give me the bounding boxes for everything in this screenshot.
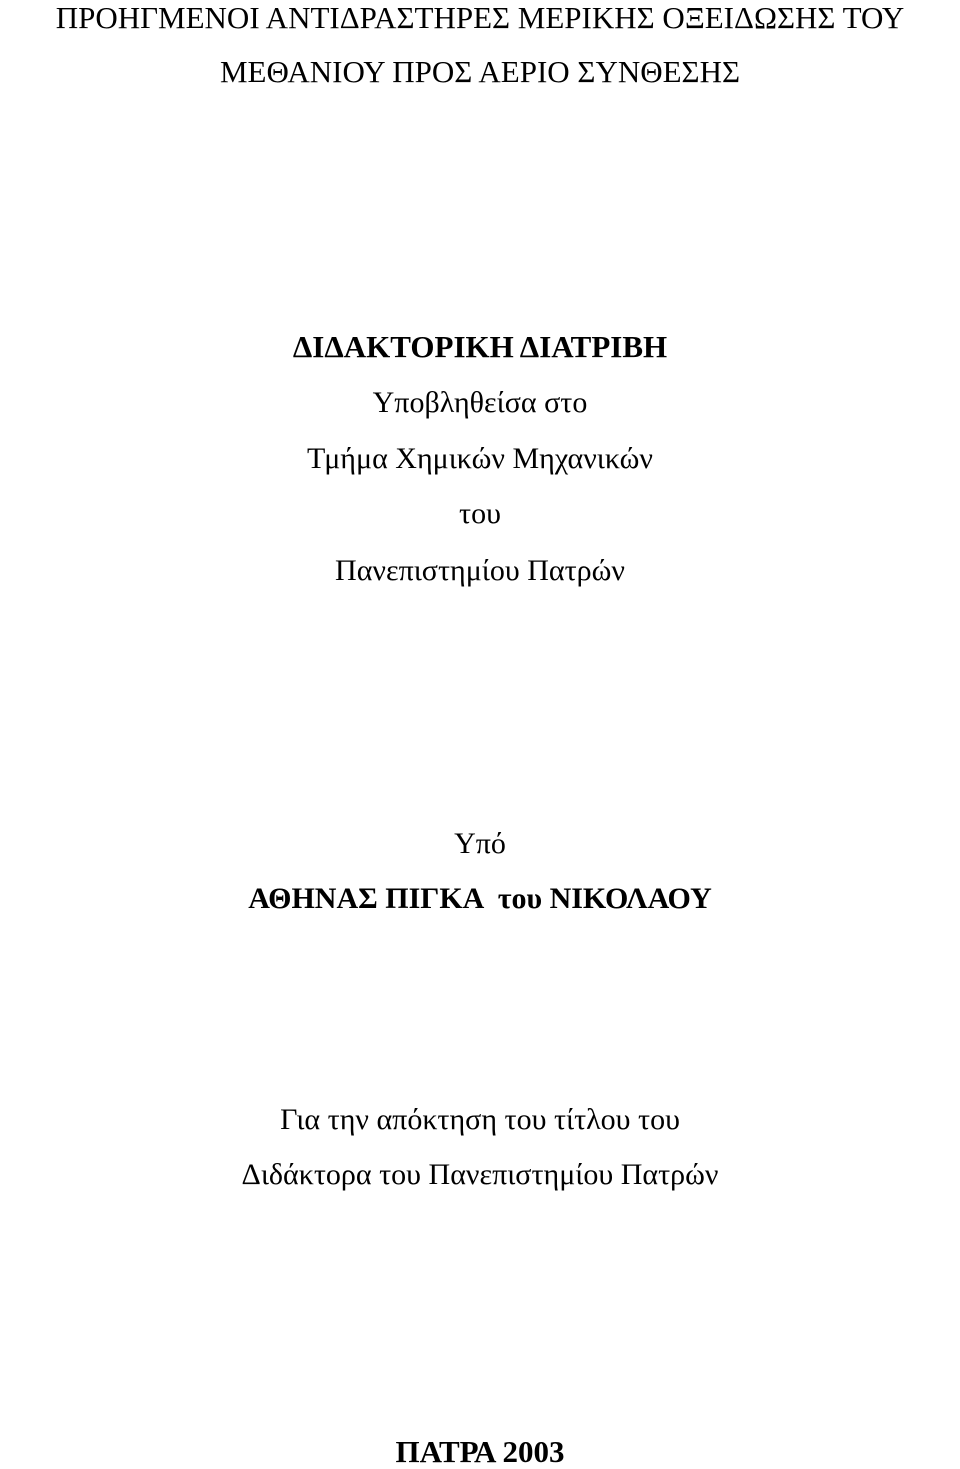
university: Πανεπιστημίου Πατρών <box>335 554 625 587</box>
of-connector: του <box>459 497 501 530</box>
by-label: Υπό <box>454 827 506 860</box>
department: Τμήμα Χημικών Μηχανικών <box>307 442 653 475</box>
thesis-type: ΔΙΔΑΚΤΟΡΙΚΗ ΔΙΑΤΡΙΒΗ <box>292 329 668 364</box>
place-year: ΠΑΤΡΑ 2003 <box>395 1434 565 1469</box>
thesis-title-line-1: ΠΡΟΗΓΜΕΝΟΙ ΑΝΤΙΔΡΑΣΤΗΡΕΣ ΜΕΡΙΚΗΣ ΟΞΕΙΔΩΣΗΣ ΤΟΥ <box>55 0 905 35</box>
thesis-title-line-2: ΜΕΘΑΝΙΟΥ ΠΡΟΣ ΑΕΡΙΟ ΣΥΝΘΕΣΗΣ <box>219 54 741 89</box>
author-name: ΑΘΗΝΑΣ ΠΙΓΚΑ του ΝΙΚΟΛΑΟΥ <box>248 882 712 915</box>
purpose-line-1: Για την απόκτηση του τίτλου του <box>280 1103 680 1136</box>
purpose-line-2: Διδάκτορα του Πανεπιστημίου Πατρών <box>241 1158 719 1191</box>
submitted-to: Υποβληθείσα στο <box>372 386 588 419</box>
